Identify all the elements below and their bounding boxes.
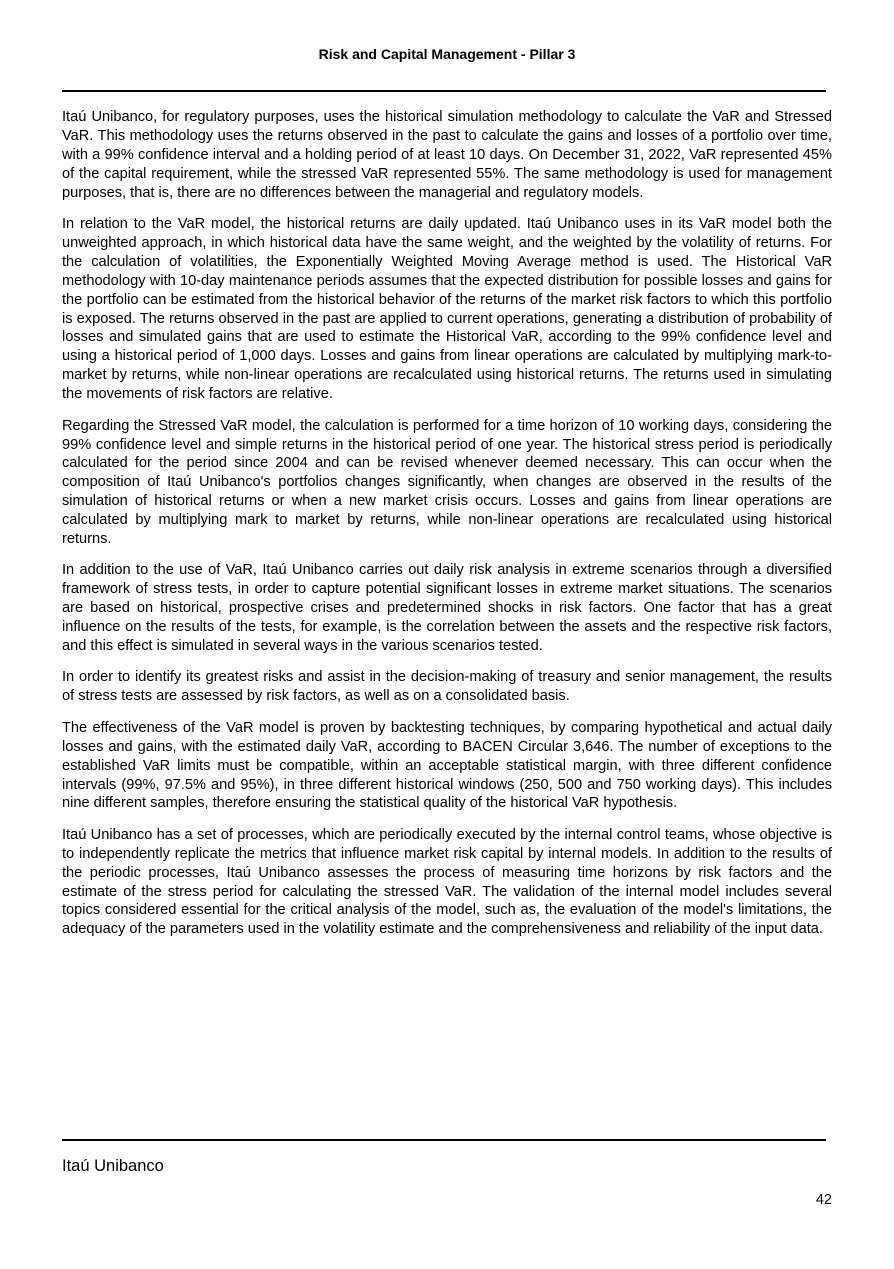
footer-divider: [62, 1139, 826, 1141]
paragraph: In relation to the VaR model, the historical returns are daily updated. Itaú Unibanco uses in its VaR model both the unweighted approach, in which historical data have the same weight, and the weighted by the volatility of returns. For the calculation of volatilities, the Exponentially Weighted Moving Average method is used. The Historical VaR methodology with 10-day maintenance periods assumes that the expected distribution for possible losses and gains for the portfolio can be estimated from the historical behavior of the returns of the market risk factors to which this portfolio is exposed. The returns observed in the past are applied to current operations, generating a distribution of probability of losses and simulated gains that are used to estimate the Historical VaR, according to the 99% confidence level and using a historical period of 1,000 days. Losses and gains from linear operations are calculated by multiplying mark-to-market by returns, while non-linear operations are recalculated using historical returns. The returns used in simulating the movements of risk factors are relative.: [62, 216, 832, 403]
page-header-title: Risk and Capital Management - Pillar 3: [318, 46, 576, 62]
body-text: [62, 108, 832, 952]
footer-organization: Itaú Unibanco: [62, 1157, 164, 1175]
paragraph: Regarding the Stressed VaR model, the calculation is performed for a time horizon of 10 working days, considering the 99% confidence level and simple returns in the historical period of one year. The historical stress period is periodically calculated for the period since 2004 and can be revised whenever deemed necessary. This can occur when the composition of Itaú Unibanco's portfolios changes significantly, when changes are observed in the results of the simulation of historical returns or when a new market crisis occurs. Losses and gains from linear operations are calculated by multiplying mark to market by returns, while non-linear operations are recalculated using historical returns.: [62, 417, 832, 548]
paragraph: In addition to the use of VaR, Itaú Unibanco carries out daily risk analysis in extreme scenarios through a diversified framework of stress tests, in order to capture potential significant losses in extreme market situations. The scenarios are based on historical, prospective crises and predetermined shocks in risk factors. One factor that has a great influence on the results of the tests, for example, is the correlation between the assets and the respective risk factors, and this effect is simulated in several ways in the various scenarios tested.: [62, 562, 832, 655]
paragraph: Itaú Unibanco, for regulatory purposes, uses the historical simulation methodology to calculate the VaR and Stressed VaR. This methodology uses the returns observed in the past to calculate the gains and losses of a portfolio over time, with a 99% confidence interval and a holding period of at least 10 days. On December 31, 2022, VaR represented 45% of the capital requirement, while the stressed VaR represented 55%. The same methodology is used for management purposes, that is, there are no differences between the managerial and regulatory models.: [62, 109, 832, 201]
paragraph: Itaú Unibanco has a set of processes, which are periodically executed by the internal control teams, whose objective is to independently replicate the metrics that influence market risk capital by internal models. In addition to the results of the periodic processes, Itaú Unibanco assesses the process of measuring time horizons by risk factors and the estimate of the stress period for calculating the stressed VaR. The validation of the internal model includes several topics considered essential for the critical analysis of the model, such as, the evaluation of the model's limitations, the adequacy of the parameters used in the volatility estimate and the comprehensiveness and reliability of the input data.: [62, 826, 832, 938]
paragraph: In order to identify its greatest risks and assist in the decision-making of treasury and senior management, the results of stress tests are assessed by risk factors, as well as on a consolidated basis.: [62, 669, 832, 705]
page-number: 42: [815, 1192, 832, 1208]
header-divider: [62, 90, 826, 92]
paragraph: The effectiveness of the VaR model is proven by backtesting techniques, by comparing hypothetical and actual daily losses and gains, with the estimated daily VaR, according to BACEN Circular 3,646. The number of exceptions to the established VaR limits must be compatible, within an acceptable statistical margin, with three different confidence intervals (99%, 97.5% and 95%), in three different historical windows (250, 500 and 750 working days). This includes nine different samples, therefore ensuring the statistical quality of the historical VaR hypothesis.: [62, 719, 832, 812]
